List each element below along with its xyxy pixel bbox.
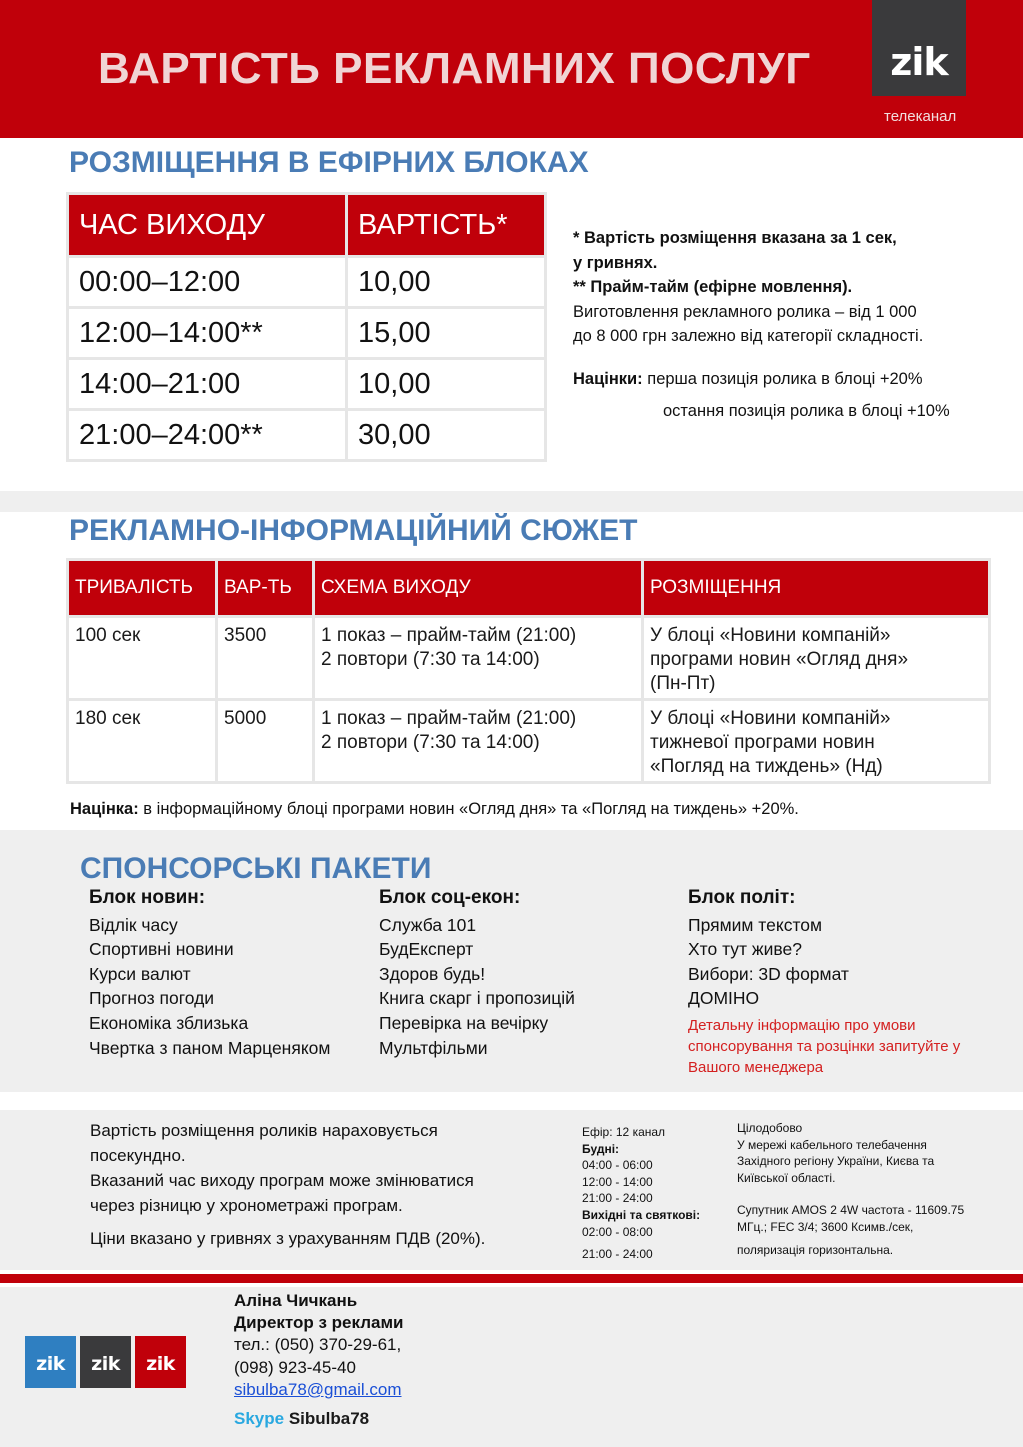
info-line: Цілодобово	[737, 1121, 803, 1135]
info-line: посекундно.	[90, 1146, 186, 1165]
list-item: Служба 101	[379, 914, 477, 935]
price-cell: 10,00	[348, 258, 544, 306]
zik-logo-blue	[25, 1336, 76, 1388]
list-item: Здоров будь!	[379, 963, 486, 984]
skype-label: Skype	[234, 1409, 285, 1428]
table-row	[69, 618, 988, 698]
column-header-duration: ТРИВАЛІСТЬ	[69, 561, 215, 615]
list-item: Спортивні новини	[89, 939, 234, 960]
coverage-info	[737, 1120, 964, 1258]
note-production-cost: Виготовлення рекламного ролика – від 1 000	[573, 302, 917, 321]
weekend-label: Вихідні та святкові:	[582, 1207, 701, 1222]
sponsor-contact-note	[688, 1015, 960, 1078]
list-item: Хто тут живе?	[688, 939, 802, 960]
list-item: ДОМІНО	[688, 988, 760, 1009]
skype-contact	[234, 1409, 369, 1429]
weekdays-label: Будні:	[582, 1141, 620, 1156]
contact-phone: тел.: (050) 370-29-61,	[234, 1335, 402, 1355]
price-cell: 3500	[218, 618, 312, 698]
price-cell: 15,00	[348, 309, 544, 357]
note-line: спонсорування та розцінки запитуйте у	[688, 1037, 961, 1055]
table-row	[69, 360, 544, 408]
contact-name: Аліна Чичкань	[234, 1291, 358, 1310]
sponsor-politics-column	[688, 886, 960, 1078]
time-cell: 21:00–24:00**	[69, 411, 345, 459]
sponsor-politics-heading: Блок політ:	[688, 887, 796, 908]
story-surcharge	[70, 800, 799, 819]
story-price-table	[66, 558, 991, 784]
placement-cell	[644, 618, 988, 698]
zik-logo-dark	[80, 1336, 131, 1388]
contact-email-link[interactable]: sibulba78@gmail.com	[234, 1379, 402, 1399]
schedule-time: 04:00 - 06:00	[582, 1158, 653, 1173]
note-currency: у гривнях.	[573, 253, 658, 272]
list-item: Чвертка з паном Марценяком	[89, 1037, 331, 1058]
sponsor-socecon-column	[379, 886, 575, 1060]
scheme-cell	[315, 618, 641, 698]
channel-label: Ефір: 12 канал	[582, 1125, 666, 1139]
column-header-placement: РОЗМІЩЕННЯ	[644, 561, 988, 615]
placement-line: тижневої програми новин	[650, 732, 875, 753]
info-line: Супутник AMOS 2 4W частота - 11609.75	[737, 1203, 965, 1218]
price-cell: 10,00	[348, 360, 544, 408]
note-surcharge-first	[573, 367, 950, 392]
logo-text: zik	[36, 1353, 65, 1375]
table-header-row	[69, 195, 544, 255]
duration-cell: 100 сек	[69, 618, 215, 698]
list-item: Мультфільми	[379, 1037, 488, 1058]
story-surcharge-text: в інформаційному блоці програми новин «Огляд дня» та «Погляд на тиждень» +20%.	[138, 800, 799, 818]
logo-text: zik	[91, 1353, 120, 1375]
list-item: Відлік часу	[89, 914, 178, 935]
zik-logo	[872, 0, 966, 96]
table-header-row	[69, 561, 988, 615]
note-price-unit: * Вартість розміщення вказана за 1 сек,	[573, 229, 897, 247]
note-surcharge-last: остання позиція ролика в блоці +10%	[663, 402, 950, 420]
header-banner	[0, 0, 1023, 138]
info-line: Вказаний час виходу програм може змінюватися	[90, 1171, 474, 1190]
contact-block	[234, 1290, 404, 1401]
airtime-price-table	[66, 192, 547, 462]
list-item: Економіка зблизька	[89, 1012, 249, 1033]
zik-logo-red	[135, 1336, 186, 1388]
separator-band	[0, 830, 1023, 850]
table-row	[69, 258, 544, 306]
scheme-line: 2 повтори (7:30 та 14:00)	[321, 649, 540, 670]
contact-phone-2: (098) 923-45-40	[234, 1357, 356, 1377]
logo-text: zik	[146, 1353, 175, 1375]
note-line: Вашого менеджера	[688, 1058, 824, 1076]
contact-role: Директор з реклами	[234, 1313, 404, 1333]
info-line: Західного регіону України, Києва та	[737, 1154, 935, 1169]
price-cell: 30,00	[348, 411, 544, 459]
note-production-range: до 8 000 грн залежно від категорії складності.	[573, 327, 924, 345]
list-item: Курси валют	[89, 963, 191, 984]
airtime-notes	[573, 226, 950, 424]
time-cell: 00:00–12:00	[69, 258, 345, 306]
info-line: поляризація горизонтальна.	[737, 1242, 894, 1257]
sponsor-news-heading: Блок новин:	[89, 887, 206, 908]
schedule-time: 02:00 - 08:00	[582, 1224, 653, 1239]
list-item: Книга скарг і пропозицій	[379, 988, 575, 1009]
info-line: через різницю у хронометражі програм.	[90, 1196, 403, 1215]
separator-band	[0, 491, 1023, 512]
column-header-scheme: СХЕМА ВИХОДУ	[315, 561, 641, 615]
surcharge-first-text: перша позиція ролика в блоці +20%	[642, 369, 923, 388]
list-item: Перевірка на вечірку	[379, 1012, 549, 1033]
scheme-cell	[315, 701, 641, 781]
placement-line: програми новин «Огляд дня»	[650, 649, 909, 670]
logo-subtitle: телеканал	[884, 108, 957, 125]
schedule-time: 12:00 - 14:00	[582, 1174, 653, 1189]
column-header-time: ЧАС ВИХОДУ	[69, 195, 345, 255]
price-cell: 5000	[218, 701, 312, 781]
story-surcharge-label: Націнка:	[70, 800, 139, 818]
time-cell: 12:00–14:00**	[69, 309, 345, 357]
table-row	[69, 309, 544, 357]
note-line: Детальну інформацію про умови	[688, 1016, 916, 1034]
scheme-line: 1 показ – прайм-тайм (21:00)	[321, 625, 577, 646]
placement-line: (Пн-Пт)	[650, 673, 716, 694]
table-row	[69, 411, 544, 459]
info-line: У мережі кабельного телебачення	[737, 1137, 927, 1152]
schedule-time: 21:00 - 24:00	[582, 1247, 653, 1262]
table-row	[69, 701, 988, 781]
page-title: ВАРТІСТЬ РЕКЛАМНИХ ПОСЛУГ	[98, 44, 811, 93]
schedule-time: 21:00 - 24:00	[582, 1191, 653, 1206]
placement-cell	[644, 701, 988, 781]
list-item: Вибори: 3D формат	[688, 963, 849, 984]
duration-cell: 180 сек	[69, 701, 215, 781]
placement-line: «Погляд на тиждень» (Нд)	[650, 756, 883, 777]
broadcast-schedule	[582, 1124, 700, 1263]
airtime-section-title: РОЗМІЩЕННЯ В ЕФІРНИХ БЛОКАХ	[69, 146, 589, 179]
skype-id: Sibulba78	[288, 1409, 370, 1428]
sponsor-section-title: СПОНСОРСЬКІ ПАКЕТИ	[80, 852, 432, 885]
list-item: БудЕксперт	[379, 939, 474, 960]
scheme-line: 2 повтори (7:30 та 14:00)	[321, 732, 540, 753]
info-line: Вартість розміщення роликів нараховується	[90, 1121, 438, 1140]
column-header-price: ВАРТІСТЬ*	[348, 195, 544, 255]
sponsor-news-column	[89, 886, 330, 1060]
story-section-title: РЕКЛАМНО-ІНФОРМАЦІЙНИЙ СЮЖЕТ	[69, 514, 638, 547]
list-item: Прямим текстом	[688, 914, 823, 935]
scheme-line: 1 показ – прайм-тайм (21:00)	[321, 708, 577, 729]
placement-line: У блоці «Новини компаній»	[650, 625, 891, 646]
list-item: Прогноз погоди	[89, 988, 215, 1009]
placement-line: У блоці «Новини компаній»	[650, 708, 891, 729]
logo-text: zik	[890, 40, 948, 84]
info-line: МГц.; FEC 3/4; 3600 Ксимв./сек,	[737, 1219, 914, 1234]
sponsor-socecon-heading: Блок соц-екон:	[379, 887, 521, 908]
surcharge-label: Націнки:	[573, 369, 643, 388]
footer-divider	[0, 1274, 1023, 1283]
pricing-info	[90, 1118, 485, 1251]
info-line: Київської області.	[737, 1170, 836, 1185]
time-cell: 14:00–21:00	[69, 360, 345, 408]
info-line: Ціни вказано у гривнях з урахуванням ПДВ (20%).	[90, 1229, 486, 1248]
note-prime-time: ** Прайм-тайм (ефірне мовлення).	[573, 278, 853, 296]
column-header-price: ВАР-ТЬ	[218, 561, 312, 615]
